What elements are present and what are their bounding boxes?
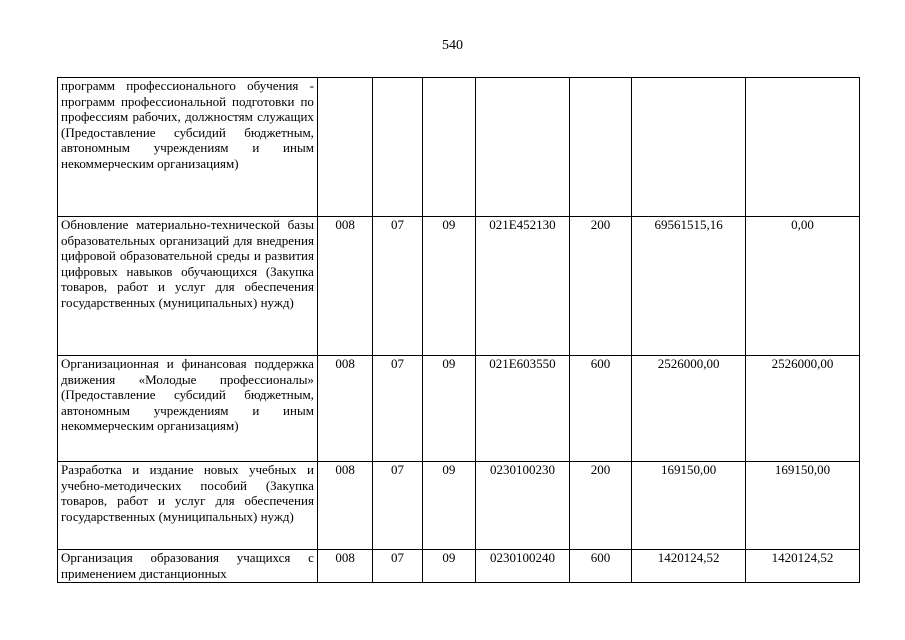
row-description: Организация образования учащихся с применением дистанционных [58, 550, 318, 583]
row-grbs: 008 [317, 462, 372, 550]
row-subsection: 09 [422, 550, 475, 583]
row-sum-1: 169150,00 [632, 462, 746, 550]
row-description: Разработка и издание новых учебных и учебно-методических пособий (Закупка товаров, работ и услуг для обеспечения государственных (муниципальных) нужд) [58, 462, 318, 550]
table-row [58, 550, 860, 583]
row-grbs: 008 [317, 356, 372, 462]
row-target-article [476, 78, 570, 217]
row-subsection [422, 78, 475, 217]
row-grbs [317, 78, 372, 217]
table-row [58, 78, 860, 217]
table-row [58, 462, 860, 550]
row-section [373, 78, 422, 217]
row-section: 07 [373, 217, 422, 356]
row-sum-1: 1420124,52 [632, 550, 746, 583]
row-target-article: 021E452130 [476, 217, 570, 356]
row-sum-1 [632, 78, 746, 217]
row-sum-2: 169150,00 [746, 462, 860, 550]
row-expense-type: 200 [569, 462, 631, 550]
row-sum-2: 0,00 [746, 217, 860, 356]
row-section: 07 [373, 462, 422, 550]
row-expense-type: 600 [569, 550, 631, 583]
row-subsection: 09 [422, 217, 475, 356]
row-target-article: 0230100240 [476, 550, 570, 583]
row-sum-2 [746, 78, 860, 217]
row-subsection: 09 [422, 356, 475, 462]
row-subsection: 09 [422, 462, 475, 550]
row-grbs: 008 [317, 217, 372, 356]
row-description: Организационная и финансовая поддержка движения «Молодые профессионалы» (Предоставление субсидий бюджетным, автономным учреждениям и иным некоммерческим организациям) [58, 356, 318, 462]
row-sum-1: 2526000,00 [632, 356, 746, 462]
table-row [58, 217, 860, 356]
table-row [58, 356, 860, 462]
row-expense-type: 200 [569, 217, 631, 356]
row-grbs: 008 [317, 550, 372, 583]
row-sum-2: 2526000,00 [746, 356, 860, 462]
row-sum-2: 1420124,52 [746, 550, 860, 583]
row-target-article: 021E603550 [476, 356, 570, 462]
row-expense-type: 600 [569, 356, 631, 462]
row-sum-1: 69561515,16 [632, 217, 746, 356]
row-target-article: 0230100230 [476, 462, 570, 550]
row-section: 07 [373, 550, 422, 583]
budget-table [57, 77, 860, 583]
row-expense-type [569, 78, 631, 217]
row-section: 07 [373, 356, 422, 462]
row-description: программ профессионального обучения - программ профессиональной подготовки по профессиям рабочих, должностям служащих (Предоставление субсидий бюджетным, автономным учреждениям и иным некоммерческим организациям) [58, 78, 318, 217]
row-description: Обновление материально-технической базы образовательных организаций для внедрения цифровой образовательной среды и развития цифровых навыков обучающихся (Закупка товаров, работ и услуг для обеспечения государственных (муниципальных) нужд) [58, 217, 318, 356]
page-number: 540 [442, 38, 463, 53]
